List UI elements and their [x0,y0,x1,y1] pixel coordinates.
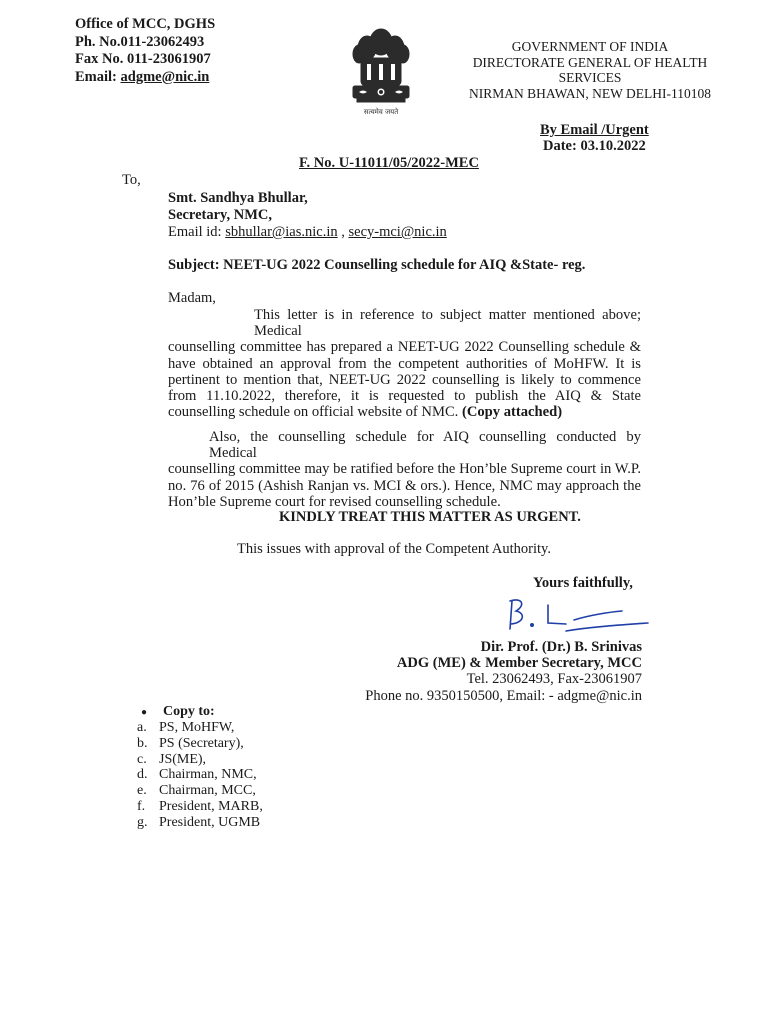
sender-email-line [75,69,215,87]
signatory-block [330,639,642,704]
para2-last-line: Hon’ble Supreme court for revised counselling schedule. [168,493,501,510]
delivery-mode: By Email /Urgent [540,122,649,138]
list-text: Chairman, NMC, [159,767,257,783]
para1-last-text: counselling schedule on official website of NMC. [168,404,462,421]
list-text: President, UGMB [159,814,261,830]
letter-date: Date: 03.10.2022 [543,138,646,154]
signature-icon [470,593,650,643]
para1-line: have obtained an approval from the competent authorities of MoHFW. It is [168,355,641,372]
list-letter: d. [137,767,148,783]
govt-header [445,39,735,101]
urgent-notice: KINDLY TREAT THIS MATTER AS URGENT. [279,509,581,525]
list-text: PS, MoHFW, [159,720,235,735]
subject-line: Subject: NEET-UG 2022 Counselling schedule for AIQ &State- reg. [168,257,586,273]
list-letter: b. [137,735,148,751]
list-letter: e. [137,783,147,799]
para2-line: no. 76 of 2015 (Ashish Ranjan vs. MCI & ors.). Hence, NMC may approach the [168,477,641,494]
signatory-tel: Tel. 23062493, Fax-23061907 [466,671,642,688]
sender-office: Office of MCC, DGHS [75,16,216,32]
signatory-designation: ADG (ME) & Member Secretary, MCC [396,655,642,672]
list-letter: g. [137,814,148,830]
recipient-email-line [168,224,447,241]
para1-line: counselling committee has prepared a NEET-UG 2022 Counselling schedule & [168,339,641,356]
para1-line: This letter is in reference to subject matter mentioned above; Medical [254,307,641,340]
recipient-email1-link[interactable]: sbhullar@ias.nic.in [225,224,338,240]
national-emblem-icon [343,20,419,124]
recipient-email-separator: , [337,224,349,240]
para2-line: counselling committee may be ratified before the Hon’ble Supreme court in W.P. [168,461,641,478]
list-item [137,783,263,799]
list-text: Chairman, MCC, [159,783,256,799]
list-text: JS(ME), [159,751,207,767]
sender-phone: Ph. No.011-23062493 [75,33,205,50]
para1-line: pertinent to mention that, NEET-UG 2022 counselling is likely to commence [168,371,641,388]
govt-line4: NIRMAN BHAWAN, NEW DELHI-110108 [469,85,711,101]
list-letter: f. [137,798,146,814]
govt-line1: GOVERNMENT OF INDIA [511,39,669,54]
paragraph-2 [168,429,641,510]
list-item [137,752,263,768]
list-item [137,767,263,783]
list-letter: a. [137,720,147,735]
list-item [137,815,263,831]
recipient-block [168,190,447,241]
file-number: F. No. U-11011/05/2022-MEC [299,155,479,171]
recipient-name: Smt. Sandhya Bhullar, [168,190,308,206]
sender-email-label: Email: [75,68,117,85]
para2-line: Also, the counselling schedule for AIQ counselling conducted by Medical [209,429,641,462]
signatory-contact: Phone no. 9350150500, Email: - adgme@nic.in [365,687,642,704]
emblem-motto: सत्यमेव जयते [363,108,399,116]
signatory-name: Dir. Prof. (Dr.) B. Srinivas [480,639,642,655]
copy-to-list [137,720,263,831]
govt-line3: SERVICES [558,70,622,85]
copy-to-label: Copy to: [163,704,215,719]
to-label: To, [122,172,141,188]
paragraph-1 [168,307,641,420]
list-text: PS (Secretary), [159,735,244,751]
list-item [137,736,263,752]
list-item [137,720,263,736]
salutation: Madam, [168,290,216,306]
para1-last-line [168,404,641,420]
recipient-email-prefix: Email id: [168,224,226,240]
copy-attached-note: (Copy attached) [461,404,563,421]
recipient-email2-link[interactable]: secy-mci@nic.in [348,224,447,240]
list-letter: c. [137,751,147,767]
govt-line2: DIRECTORATE GENERAL OF HEALTH [472,54,708,70]
sender-block [75,16,215,86]
closing: Yours faithfully, [533,575,633,591]
sender-fax: Fax No. 011-23061907 [75,51,211,67]
sender-email-link[interactable]: adgme@nic.in [120,68,210,85]
list-text: President, MARB, [159,798,263,814]
approval-note: This issues with approval of the Competent Authority. [237,541,551,557]
list-item [137,799,263,815]
bullet-icon: ● [141,707,148,718]
para1-line: from 11.10.2022, therefore, it is requested to publish the AIQ & State [168,388,641,405]
recipient-title: Secretary, NMC, [168,207,273,223]
